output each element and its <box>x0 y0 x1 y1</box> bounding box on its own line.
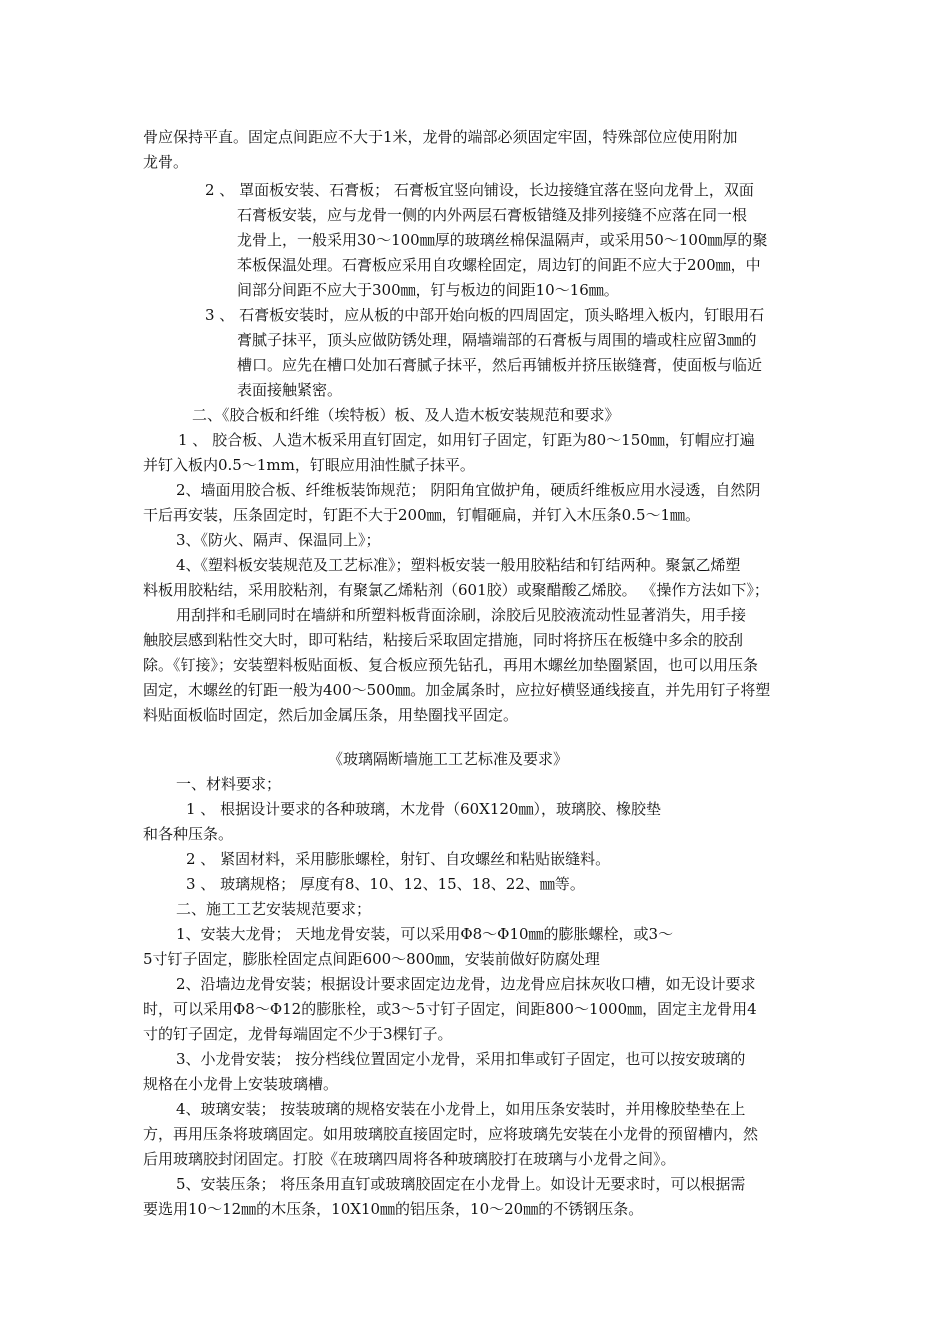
list-item-line: 苯板保温处理。石膏板应采用自攻螺栓固定，周边钉的间距不应大于200㎜，中 <box>237 256 761 274</box>
list-item-line: 2 、 罩面板安装、石膏板； 石膏板宜竖向铺设，长边接缝宜落在竖向龙骨上，双面 <box>205 181 754 199</box>
paragraph-line: 1 、 胶合板、人造木板采用直钉固定，如用钉子固定，钉距为80～150㎜，钉帽应打遍 <box>178 431 755 449</box>
paragraph-line: 4、玻璃安装； 按装玻璃的规格安装在小龙骨上，如用压条安装时，并用橡胶垫垫在上 <box>176 1100 746 1118</box>
paragraph-line: 要选用10～12㎜的木压条，10X10㎜的铝压条，10～20㎜的不锈钢压条。 <box>143 1200 644 1218</box>
paragraph-line: 触胶层感到粘性交大时，即可粘结，粘接后采取固定措施，同时将挤压在板缝中多余的胶刮 <box>143 631 744 649</box>
list-item-line: 槽口。应先在槽口处加石膏腻子抹平，然后再铺板并挤压嵌缝膏，使面板与临近 <box>237 356 763 374</box>
list-item-line: 膏腻子抹平，顶头应做防锈处理，隔墙端部的石膏板与周围的墙或柱应留3㎜的 <box>237 331 757 349</box>
paragraph-line: 3、《防火、隔声、保温同上》； <box>176 531 381 549</box>
list-item-line: 表面接触紧密。 <box>237 381 343 399</box>
paragraph-line: 5、安装压条； 将压条用直钉或玻璃胶固定在小龙骨上。如设计无要求时，可以根据需 <box>176 1175 746 1193</box>
paragraph-line: 料贴面板临时固定，然后加金属压条，用垫圈找平固定。 <box>143 706 519 724</box>
paragraph-line: 5寸钉子固定，膨胀栓固定点间距600～800㎜，安装前做好防腐处理 <box>143 950 600 968</box>
paragraph-line: 规格在小龙骨上安装玻璃槽。 <box>143 1075 339 1093</box>
section-title: 《玻璃隔断墙施工工艺标准及要求》 <box>328 750 569 768</box>
paragraph-line: 1、安装大龙骨； 天地龙骨安装，可以采用Φ8～Φ10㎜的膨胀螺栓，或3～ <box>176 925 674 943</box>
paragraph-line: 并钉入板内0.5～1mm，钉眼应用油性腻子抹平。 <box>143 456 475 474</box>
list-item-line: 3 、 玻璃规格； 厚度有8、10、12、15、18、22、㎜等。 <box>186 875 585 893</box>
paragraph-line: 3、小龙骨安装； 按分档线位置固定小龙骨，采用扣隼或钉子固定，也可以按安玻璃的 <box>176 1050 746 1068</box>
paragraph-line: 寸的钉子固定，龙骨每端固定不少于3棵钉子。 <box>143 1025 453 1043</box>
paragraph-line: 后用玻璃胶封闭固定。打胶《在玻璃四周将各种玻璃胶打在玻璃与小龙骨之间》。 <box>143 1150 676 1168</box>
list-item-line: 和各种压条。 <box>143 825 234 843</box>
paragraph-line: 用刮拌和毛刷同时在墙絣和所塑料板背面涂刷，涂胶后见胶液流动性显著消失，用手接 <box>176 606 747 624</box>
paragraph-line: 龙骨。 <box>143 153 189 171</box>
paragraph-line: 2、沿墙边龙骨安装；根据设计要求固定边龙骨，边龙骨应启抹灰收口槽，如无设计要求 <box>176 975 756 993</box>
list-item-line: 间部分间距不应大于300㎜，钉与板边的间距10～16㎜。 <box>237 281 619 299</box>
section-heading: 二、施工工艺安装规范要求； <box>176 900 372 918</box>
section-heading: 一、材料要求； <box>176 775 282 793</box>
paragraph-line: 料板用胶粘结，采用胶粘剂，有聚氯乙烯粘剂（601胶）或聚醋酸乙烯胶。 《操作方法如下》； <box>143 581 769 599</box>
section-heading: 二、《胶合板和纤维（埃特板）板、及人造木板安装规范和要求》 <box>192 406 620 424</box>
list-item-line: 1 、 根据设计要求的各种玻璃，木龙骨（60X120㎜），玻璃胶、橡胶垫 <box>186 800 661 818</box>
paragraph-line: 时，可以采用Φ8～Φ12的膨胀栓，或3～5寸钉子固定，间距800～1000㎜，固定主龙骨用4 <box>143 1000 757 1018</box>
list-item-line: 石膏板安装，应与龙骨一侧的内外两层石膏板错缝及排列接缝不应落在同一根 <box>237 206 748 224</box>
list-item-line: 龙骨上，一般采用30～100㎜厚的玻璃丝棉保温隔声，或采用50～100㎜厚的聚 <box>237 231 768 249</box>
list-item-line: 3 、 石膏板安装时，应从板的中部开始向板的四周固定，顶头略埋入板内，钉眼用石 <box>205 306 765 324</box>
paragraph-line: 方，再用压条将玻璃固定。如用玻璃胶直接固定时，应将玻璃先安装在小龙骨的预留槽内，然 <box>143 1125 759 1143</box>
paragraph-line: 除。《钉接》；安装塑料板贴面板、复合板应预先钻孔，再用木螺丝加垫圈紧固，也可以用压条 <box>143 656 759 674</box>
paragraph-line: 2、墙面用胶合板、纤维板装饰规范； 阴阳角宜做护角，硬质纤维板应用水浸透，自然阴 <box>176 481 761 499</box>
paragraph-line: 固定，木螺丝的钉距一般为400～500㎜。加金属条时，应拉好横竖通线接直，并先用钉子将塑 <box>143 681 771 699</box>
paragraph-line: 骨应保持平直。固定点间距应不大于1米，龙骨的端部必须固定牢固，特殊部位应使用附加 <box>143 128 738 146</box>
paragraph-line: 干后再安装，压条固定时，钉距不大于200㎜，钉帽砸扁，并钉入木压条0.5～1㎜。 <box>143 506 701 524</box>
paragraph-line: 4、《塑料板安装规范及工艺标准》；塑料板安装一般用胶粘结和钉结两种。聚氯乙烯塑 <box>176 556 741 574</box>
list-item-line: 2 、 紧固材料，采用膨胀螺栓，射钉、自攻螺丝和粘贴嵌缝料。 <box>186 850 611 868</box>
